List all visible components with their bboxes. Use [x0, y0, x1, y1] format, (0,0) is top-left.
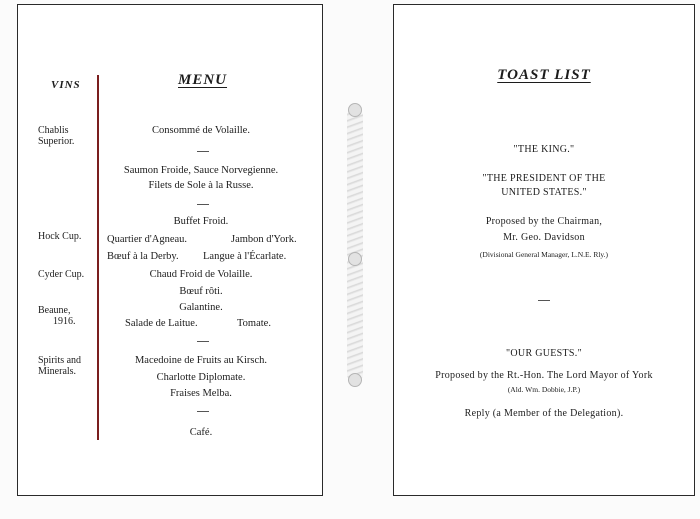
lord-mayor-name: (Ald. Wm. Dobbie, J.P.) — [507, 385, 581, 394]
dish-tomate: Tomate. — [237, 318, 271, 329]
toast-president-line-1: "THE PRESIDENT OF THE — [482, 173, 606, 184]
menu-separator — [197, 411, 209, 412]
menu-heading: MENU — [178, 72, 228, 88]
dish-quartier-dagneau: Quartier d'Agneau. — [107, 234, 188, 245]
dish-fraises-melba: Fraises Melba. — [170, 388, 232, 399]
menu-separator — [197, 151, 209, 152]
wine-chablis: Chablis Superior. — [38, 125, 75, 147]
wine-hock-cup: Hock Cup. — [38, 231, 82, 242]
menu-separator — [197, 204, 209, 205]
vins-heading: VINS — [51, 79, 81, 91]
reply-delegation: Reply (a Member of the Delegation). — [464, 408, 624, 419]
toast-the-king: "THE KING." — [513, 144, 575, 155]
toast-president-line-2: UNITED STATES." — [501, 187, 587, 198]
wine-beaune: Beaune, 1916. — [38, 305, 76, 327]
wine-spirits: Spirits and Minerals. — [38, 355, 82, 377]
dish-cafe: Café. — [189, 427, 213, 438]
dish-galantine: Galantine. — [179, 302, 223, 313]
dish-salade-de-laitue: Salade de Laitue. — [125, 318, 198, 329]
dish-boeuf-a-la-derby: Bœuf à la Derby. — [107, 251, 179, 262]
toast-list-page — [393, 4, 695, 496]
proposer-chairman: Proposed by the Chairman, — [485, 216, 603, 227]
binding-knot-middle — [348, 252, 362, 266]
proposer-lord-mayor: Proposed by the Rt.-Hon. The Lord Mayor of York — [435, 370, 653, 381]
menu-divider-line — [97, 75, 99, 440]
menu-separator — [197, 341, 209, 342]
dish-charlotte-diplomate: Charlotte Diplomate. — [156, 372, 246, 383]
toast-our-guests: "OUR GUESTS." — [506, 348, 582, 359]
binding-knot-top — [348, 103, 362, 117]
toast-separator — [538, 300, 550, 301]
menu-page — [17, 4, 323, 496]
toast-list-heading: TOAST LIST — [497, 67, 591, 83]
dish-consomme: Consommé de Volaille. — [152, 125, 250, 136]
dish-jambon-dyork: Jambon d'York. — [231, 234, 297, 245]
binding-cord-upper — [347, 110, 363, 260]
wine-cyder-cup: Cyder Cup. — [38, 269, 85, 280]
dish-chaud-froid: Chaud Froid de Volaille. — [149, 269, 253, 280]
dish-saumon: Saumon Froide, Sauce Norvegienne. — [123, 165, 279, 176]
dish-boeuf-roti: Bœuf rôti. — [179, 286, 223, 297]
dish-langue-a-lecarlate: Langue à l'Écarlate. — [203, 251, 287, 262]
dish-buffet-froid: Buffet Froid. — [173, 216, 229, 227]
chairman-title: (Divisional General Manager, L.N.E. Rly.) — [479, 250, 609, 259]
binding-knot-bottom — [348, 373, 362, 387]
chairman-name: Mr. Geo. Davidson — [503, 232, 585, 243]
dish-filets-de-sole: Filets de Sole à la Russe. — [148, 180, 254, 191]
dish-macedoine: Macedoine de Fruits au Kirsch. — [134, 355, 268, 366]
binding-cord-lower — [347, 258, 363, 380]
